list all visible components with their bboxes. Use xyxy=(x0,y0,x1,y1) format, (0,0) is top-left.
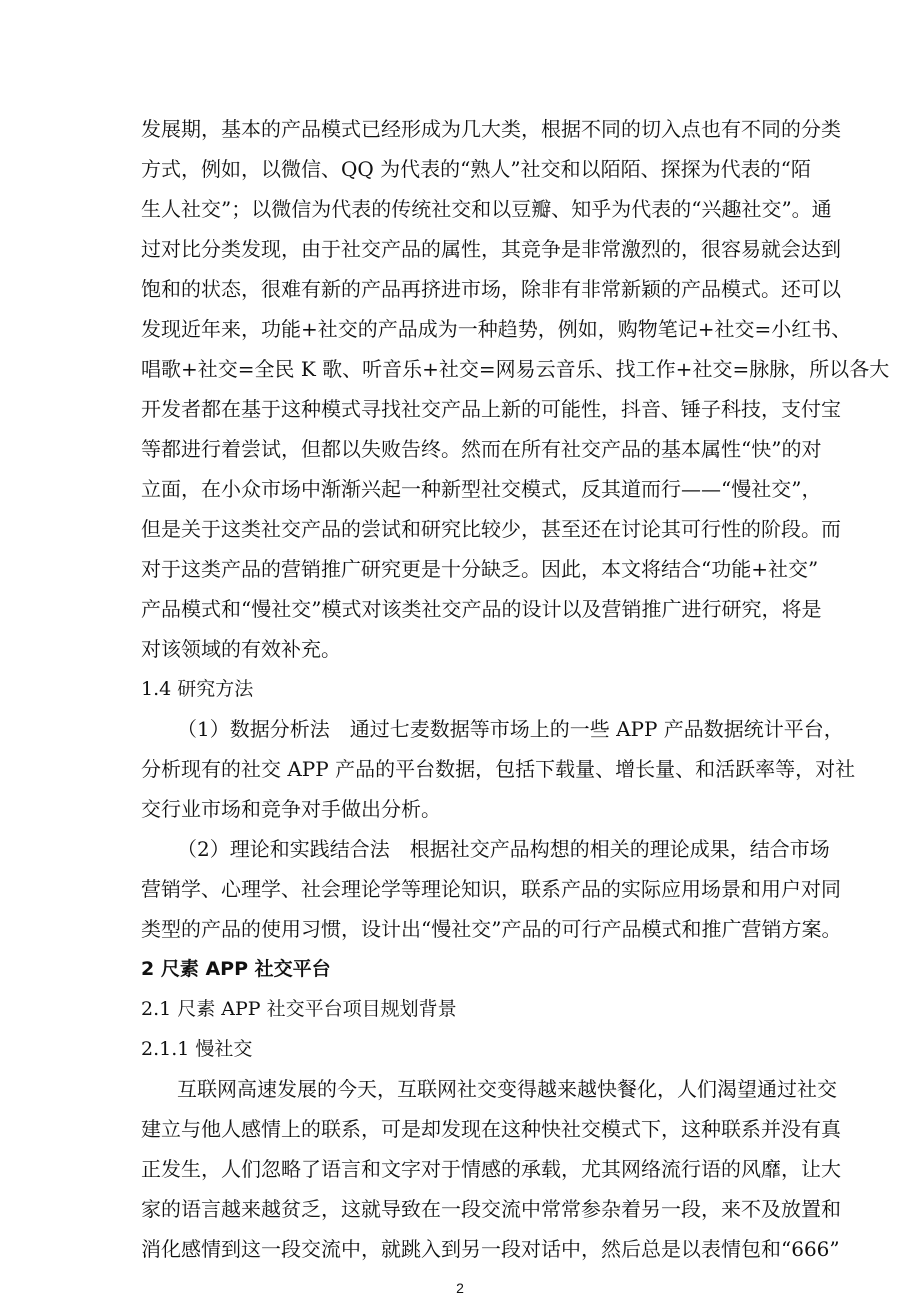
body-line: 发现近年来，功能+社交的产品成为一种趋势，例如，购物笔记+社交=小红书、 xyxy=(141,317,852,341)
body-line: 方式，例如，以微信、QQ 为代表的“熟人”社交和以陌陌、探探为代表的“陌 xyxy=(141,157,811,181)
method-line: 分析现有的社交 APP 产品的平台数据，包括下载量、增长量、和活跃率等，对社 xyxy=(141,757,856,781)
method-line: （1）数据分析法 通过七麦数据等市场上的一些 APP 产品数据统计平台， xyxy=(177,717,844,741)
body-line: 对于这类产品的营销推广研究更是十分缺乏。因此，本文将结合“功能+社交” xyxy=(141,557,819,581)
body-line: 建立与他人感情上的联系，可是却发现在这种快社交模式下，这种联系并没有真 xyxy=(141,1117,841,1141)
body-line: 消化感情到这一段交流中，就跳入到另一段对话中，然后总是以表情包和“666” xyxy=(141,1237,840,1261)
body-line: 正发生，人们忽略了语言和文字对于情感的承载，尤其网络流行语的风靡，让大 xyxy=(141,1157,841,1181)
chapter-heading-2: 2 尺素 APP 社交平台 xyxy=(141,958,331,980)
body-line: 开发者都在基于这种模式寻找社交产品上新的可能性，抖音、锤子科技，支付宝 xyxy=(141,397,841,421)
body-line: 生人社交”；以微信为代表的传统社交和以豆瓣、知乎为代表的“兴趣社交”。通 xyxy=(141,197,832,221)
section-heading-2-1: 2.1 尺素 APP 社交平台项目规划背景 xyxy=(141,998,457,1020)
body-line: 发展期，基本的产品模式已经形成为几大类，根据不同的切入点也有不同的分类 xyxy=(141,117,841,141)
subsection-heading-2-1-1: 2.1.1 慢社交 xyxy=(141,1038,253,1060)
body-line: 对该领域的有效补充。 xyxy=(141,637,341,661)
method-line: 营销学、心理学、社会理论学等理论知识，联系产品的实际应用场景和用户对同 xyxy=(141,877,841,901)
body-line: 但是关于这类社交产品的尝试和研究比较少，甚至还在讨论其可行性的阶段。而 xyxy=(141,517,841,541)
body-line: 产品模式和“慢社交”模式对该类社交产品的设计以及营销推广进行研究，将是 xyxy=(141,597,822,621)
body-line: 互联网高速发展的今天，互联网社交变得越来越快餐化，人们渴望通过社交 xyxy=(177,1077,837,1101)
body-line: 过对比分类发现，由于社交产品的属性，其竞争是非常激烈的，很容易就会达到 xyxy=(141,237,841,261)
method-line: 交行业市场和竞争对手做出分析。 xyxy=(141,797,441,821)
body-line: 立面，在小众市场中渐渐兴起一种新型社交模式，反其道而行——“慢社交”， xyxy=(141,477,822,501)
page-number: 2 xyxy=(456,1280,464,1296)
body-line: 唱歌+社交=全民 K 歌、听音乐+社交=网易云音乐、找工作+社交=脉脉，所以各大 xyxy=(141,357,890,381)
method-line: 类型的产品的使用习惯，设计出“慢社交”产品的可行产品模式和推广营销方案。 xyxy=(141,917,842,941)
section-heading-1-4: 1.4 研究方法 xyxy=(141,678,254,700)
method-line: （2）理论和实践结合法 根据社交产品构想的相关的理论成果，结合市场 xyxy=(177,837,830,861)
body-line: 饱和的状态，很难有新的产品再挤进市场，除非有非常新颖的产品模式。还可以 xyxy=(141,277,841,301)
body-line: 家的语言越来越贫乏，这就导致在一段交流中常常参杂着另一段，来不及放置和 xyxy=(141,1197,841,1221)
body-line: 等都进行着尝试，但都以失败告终。然而在所有社交产品的基本属性“快”的对 xyxy=(141,437,822,461)
